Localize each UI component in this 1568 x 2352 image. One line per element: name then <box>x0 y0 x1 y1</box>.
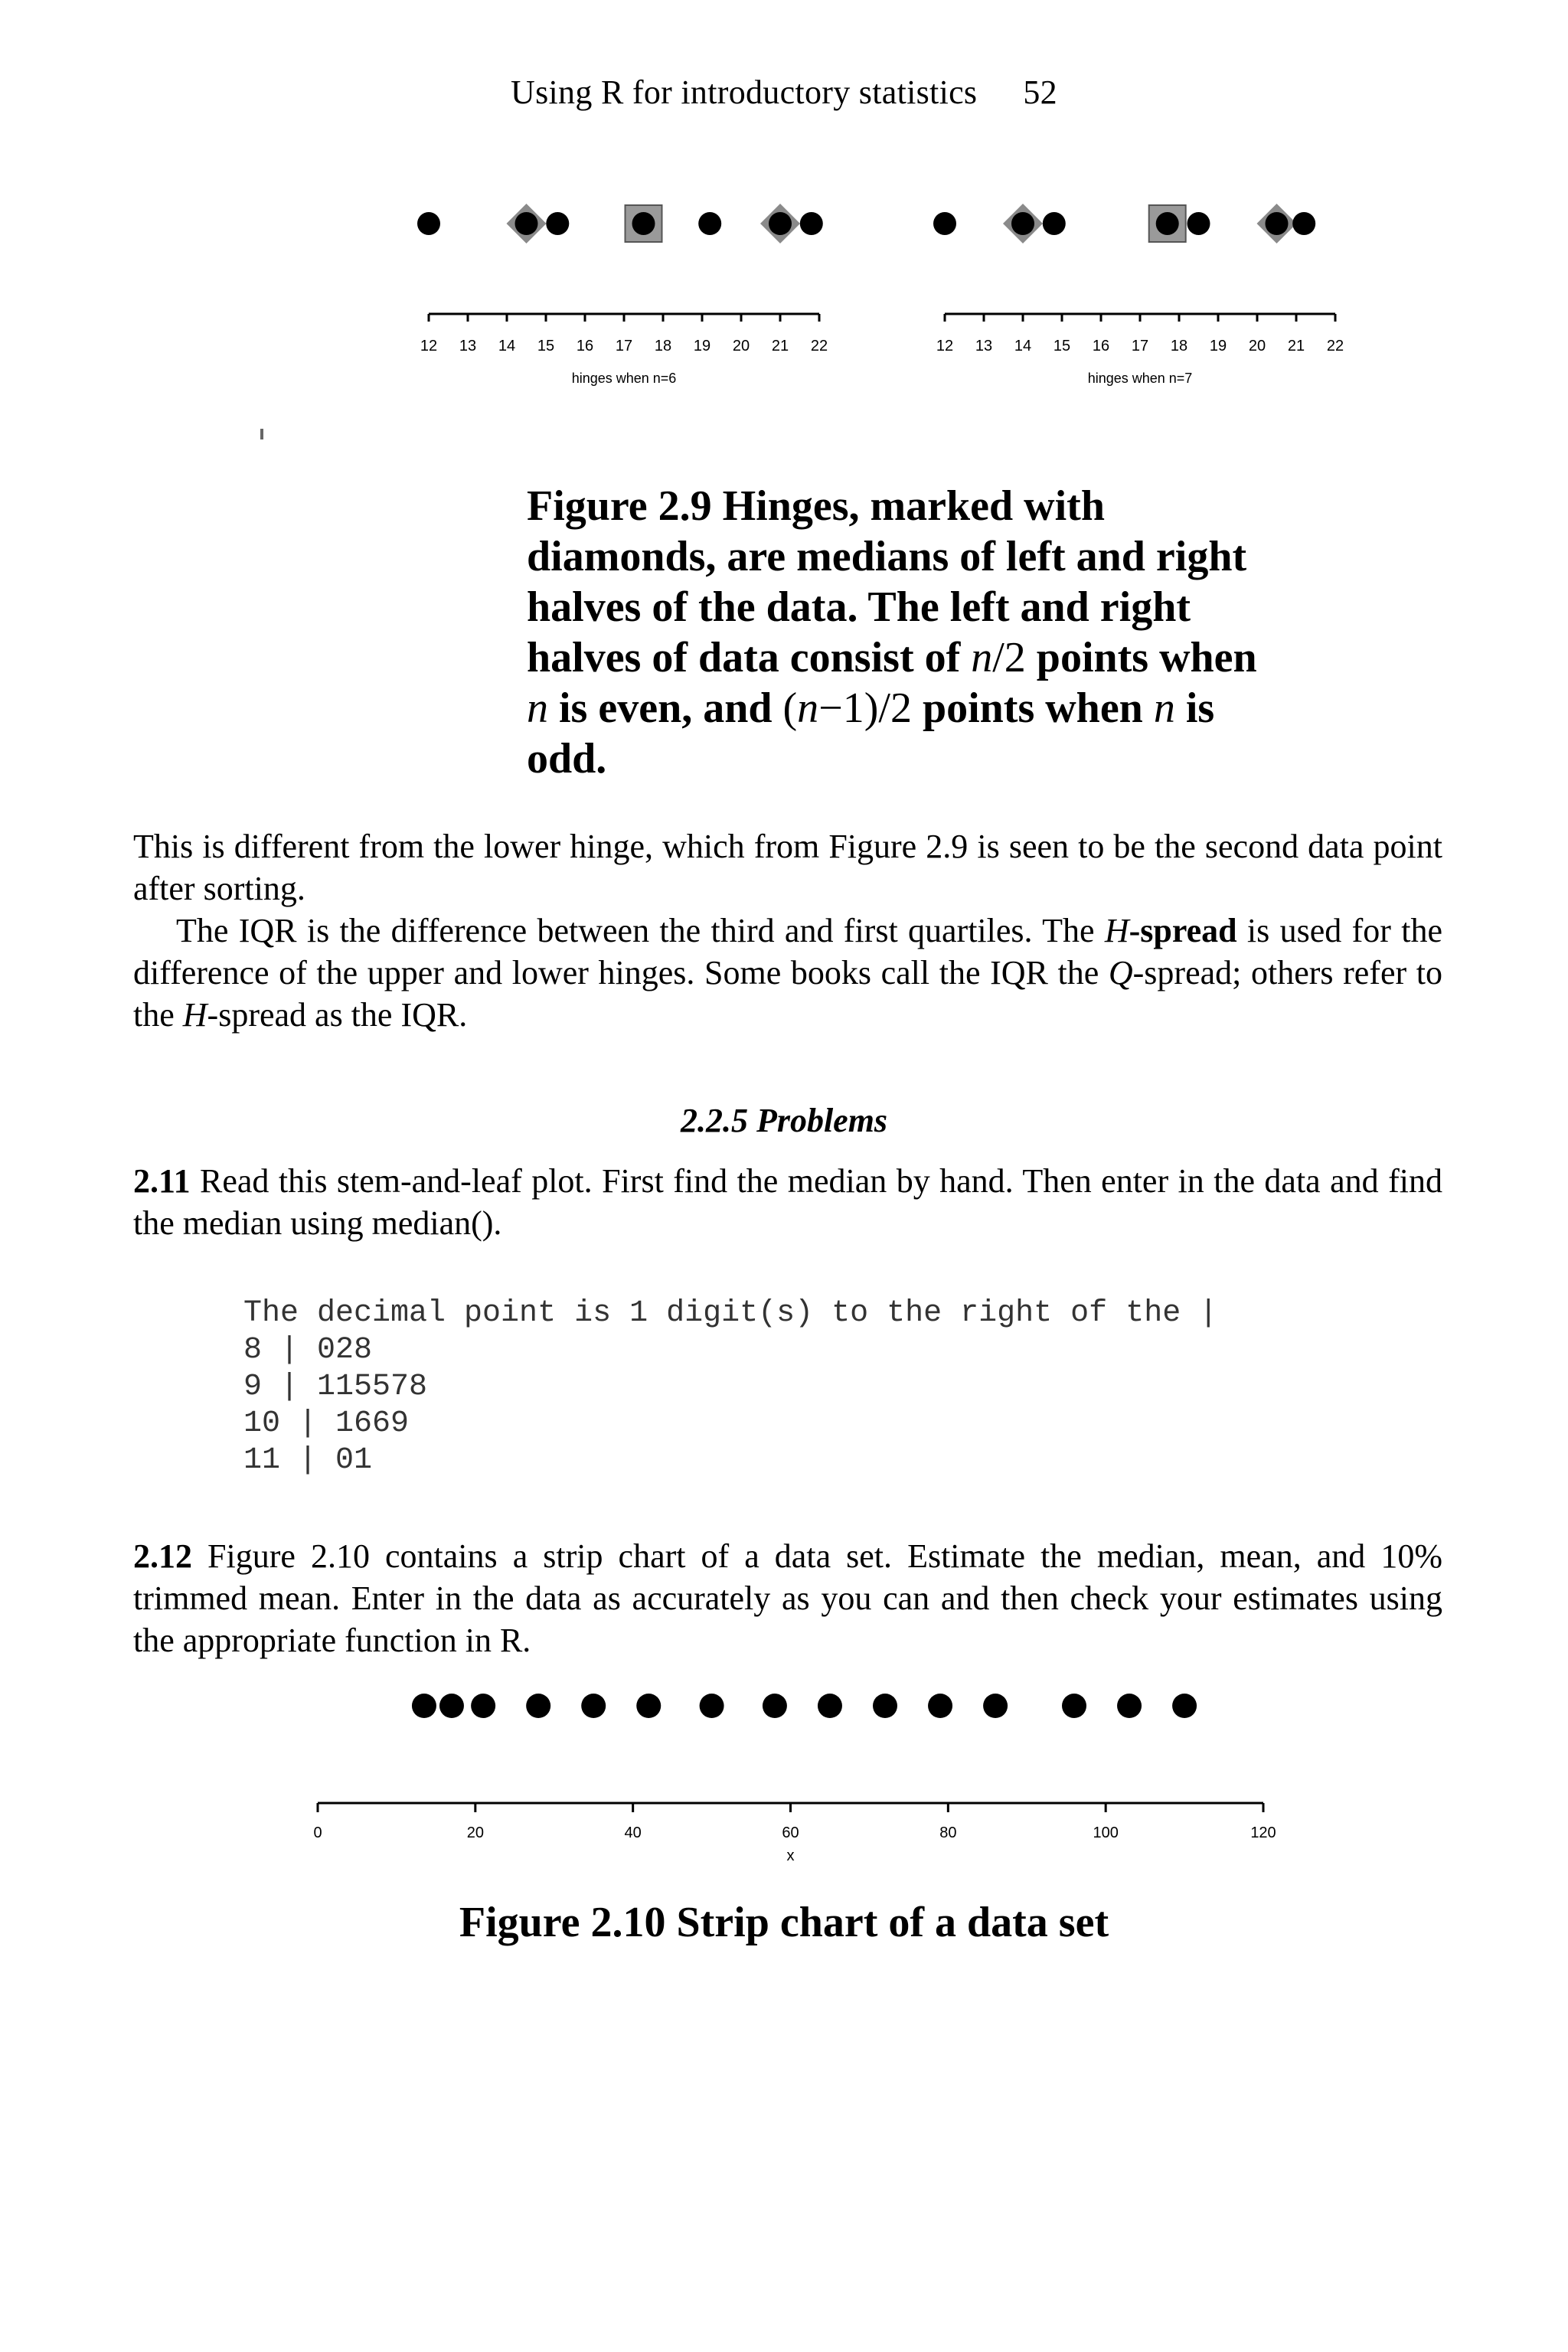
tick-label: 0 <box>313 1824 322 1841</box>
tick-label: 20 <box>1248 338 1266 354</box>
data-point <box>1011 212 1034 235</box>
q-italic: Q <box>1108 954 1133 991</box>
tick-label: 12 <box>420 338 438 354</box>
hinges-n7-panel <box>933 204 1344 386</box>
iqr-text-4: -spread as the IQR. <box>207 996 468 1034</box>
data-point <box>933 212 956 235</box>
tick-label: 21 <box>1287 338 1305 354</box>
axis-label: hinges when n=6 <box>571 371 677 386</box>
tick-label: 60 <box>782 1824 799 1841</box>
data-point <box>546 212 569 235</box>
spread-bold: -spread <box>1129 912 1237 949</box>
data-point <box>1187 212 1210 235</box>
tick-label: 14 <box>498 338 516 354</box>
problem-2-11 <box>133 1160 1442 1244</box>
tick-label: 120 <box>1250 1824 1276 1841</box>
data-point <box>636 1694 661 1718</box>
data-point <box>800 212 823 235</box>
tick-label: 20 <box>466 1824 484 1841</box>
data-point <box>818 1694 842 1718</box>
code-line: 11 | 01 <box>243 1443 373 1478</box>
tick-label: 18 <box>654 338 672 354</box>
iqr-text-1: The IQR is the difference between the third and first quartiles. The <box>176 912 1105 949</box>
data-point <box>417 212 440 235</box>
data-point <box>698 212 721 235</box>
data-point <box>1043 212 1066 235</box>
code-line: 9 | 115578 <box>243 1370 428 1404</box>
tick-label: 15 <box>1053 338 1071 354</box>
data-point <box>526 1694 550 1718</box>
data-point <box>700 1694 724 1718</box>
section-heading: 2.2.5 Problems <box>680 1102 888 1139</box>
body-text <box>133 825 1442 1036</box>
data-point <box>928 1694 952 1718</box>
problem-2-12-text: Figure 2.10 contains a strip chart of a data set. Estimate the median, mean, and 10% trimmed mean. Enter in the data as accurately as you can and then check your estimates using the appropriate function in R. <box>133 1537 1442 1659</box>
data-point <box>1172 1694 1197 1718</box>
tick-label: 18 <box>1170 338 1188 354</box>
tick-label: 16 <box>576 338 594 354</box>
h-italic: H <box>1104 912 1129 949</box>
tick-label: 17 <box>1131 338 1149 354</box>
data-point <box>763 1694 787 1718</box>
strip-chart-panel <box>313 1694 1276 1860</box>
stem-leaf-code <box>243 1295 1217 1479</box>
tick-label: 19 <box>1209 338 1227 354</box>
tick-label: 20 <box>732 338 750 354</box>
data-point <box>471 1694 495 1718</box>
tick-label: 12 <box>936 338 954 354</box>
axis-label: hinges when n=7 <box>1087 371 1193 386</box>
code-line: The decimal point is 1 digit(s) to the right of the | <box>243 1296 1218 1331</box>
h-italic-2: H <box>182 996 207 1034</box>
data-point <box>1062 1694 1086 1718</box>
figure-2-9-caption-text: Hinges, marked with diamonds, are medians of left and right halves of the data. The left and right halves of data consist of n/2 points when n is even, and (n−1)/2 points when n is odd. <box>527 482 1257 782</box>
code-line: 10 | 1669 <box>243 1406 410 1441</box>
figure-2-9-caption <box>527 481 1262 784</box>
tick-label: 16 <box>1092 338 1110 354</box>
tick-label: 14 <box>1014 338 1032 354</box>
tick-label: 100 <box>1093 1824 1119 1841</box>
data-point <box>515 212 538 235</box>
data-point <box>439 1694 464 1718</box>
tick-label: 17 <box>615 338 633 354</box>
page-number: 52 <box>1023 74 1057 111</box>
stray-mark <box>260 429 263 439</box>
tick-label: 22 <box>810 338 828 354</box>
running-header <box>0 73 1568 112</box>
data-point <box>769 212 792 235</box>
data-point <box>1292 212 1315 235</box>
tick-label: 13 <box>975 338 993 354</box>
data-point <box>873 1694 897 1718</box>
axis-label: x <box>786 1847 795 1860</box>
problem-2-12 <box>133 1535 1442 1661</box>
tick-label: 40 <box>624 1824 642 1841</box>
tick-label: 21 <box>771 338 789 354</box>
data-point <box>1117 1694 1142 1718</box>
tick-label: 13 <box>459 338 477 354</box>
paragraph-hinge: This is different from the lower hinge, which from Figure 2.9 is seen to be the second data point after sorting. <box>133 828 1442 907</box>
data-point <box>581 1694 606 1718</box>
header-title: Using R for introductory statistics <box>511 74 978 111</box>
iqr-text-2: is used for the difference of the upper and lower hinges. Some books call the IQR the <box>133 912 1442 991</box>
figure-2-10 <box>291 1669 1286 1860</box>
data-point <box>412 1694 436 1718</box>
figure-2-10-caption: Figure 2.10 Strip chart of a data set <box>459 1899 1109 1946</box>
tick-label: 15 <box>537 338 555 354</box>
paragraph-iqr <box>133 910 1442 1036</box>
data-point <box>1156 212 1179 235</box>
hinges-n6-panel <box>417 204 828 386</box>
data-point <box>983 1694 1008 1718</box>
problem-2-11-text: Read this stem-and-leaf plot. First find the median by hand. Then enter in the data and find the median using median(). <box>133 1162 1442 1242</box>
code-line: 8 | 028 <box>243 1333 373 1367</box>
problem-2-12-number: 2.12 <box>133 1537 192 1575</box>
data-point <box>1266 212 1289 235</box>
figure-2-9 <box>383 184 1378 413</box>
tick-label: 80 <box>939 1824 957 1841</box>
tick-label: 22 <box>1326 338 1344 354</box>
tick-label: 19 <box>693 338 711 354</box>
iqr-text-3: -spread; others refer to the <box>133 954 1442 1034</box>
figure-2-9-label: Figure 2.9 <box>527 482 712 530</box>
problem-2-11-number: 2.11 <box>133 1162 191 1200</box>
data-point <box>632 212 655 235</box>
